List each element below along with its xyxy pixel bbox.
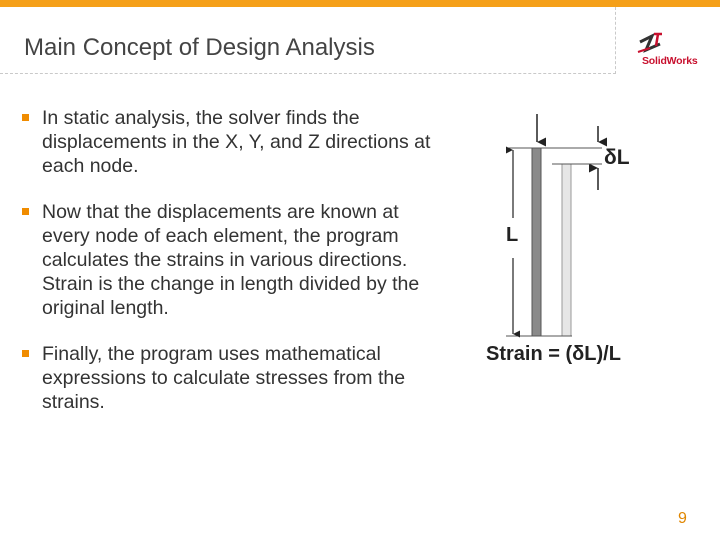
page-number: 9 bbox=[678, 510, 687, 527]
slide-header bbox=[0, 7, 616, 74]
length-label: L bbox=[506, 224, 519, 246]
bullet-square-icon bbox=[22, 350, 29, 357]
bullet-square-icon bbox=[22, 114, 29, 121]
bullet-item bbox=[22, 342, 442, 414]
bullet-text: Finally, the program uses mathematical expressions to calculate stresses from the strains. bbox=[42, 343, 406, 413]
bullet-item bbox=[22, 106, 442, 178]
bullet-text: In static analysis, the solver finds the displacements in the X, Y, and Z directions at each node. bbox=[42, 107, 431, 177]
bullet-text: Now that the displacements are known at every node of each element, the program calculates the strains in various directions. Strain is the change in length divided by the original length. bbox=[42, 201, 420, 319]
slide-title: Main Concept of Design Analysis bbox=[24, 34, 375, 61]
bullet-item bbox=[22, 200, 442, 320]
delta-label: δL bbox=[604, 146, 630, 169]
bullet-square-icon bbox=[22, 208, 29, 215]
strain-formula: Strain = (δL)/L bbox=[486, 343, 621, 365]
logo-text: SolidWorks bbox=[642, 55, 698, 67]
strain-diagram bbox=[480, 108, 660, 368]
bullet-list bbox=[22, 106, 442, 414]
accent-bar bbox=[0, 0, 720, 7]
deformed-bar bbox=[562, 164, 571, 336]
original-bar bbox=[532, 148, 541, 336]
